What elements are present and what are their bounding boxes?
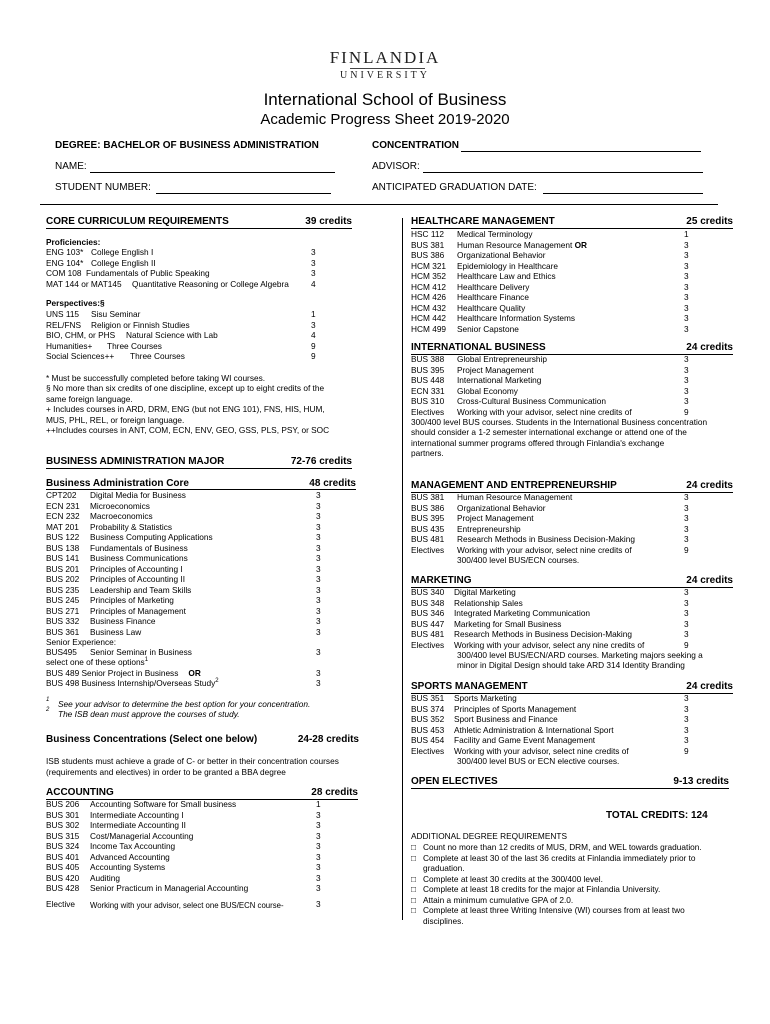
healthcare-course-name: Human Resource Management OR	[457, 239, 588, 250]
perspective-credit: 9	[311, 351, 316, 361]
accounting-course-code: BUS 206	[46, 799, 80, 809]
proficiency-name: College English I	[91, 247, 154, 257]
sports-course-code: BUS 352	[411, 714, 445, 724]
concentration-field[interactable]	[461, 140, 701, 152]
marketing-course-code: BUS 348	[411, 597, 445, 608]
management-course-code: BUS 381	[411, 492, 445, 502]
requirement-text: disciplines.	[423, 915, 464, 926]
management-course-credit: 3	[684, 513, 689, 523]
major-course-name: Business Law	[90, 626, 142, 637]
perspective-code: BIO, CHM, or PHS	[46, 330, 116, 340]
advisor-field[interactable]	[423, 161, 703, 173]
accounting-course-name: Income Tax Accounting	[90, 841, 176, 851]
accounting-course-code: BUS 302	[46, 820, 80, 830]
healthcare-course-name: Healthcare Finance	[457, 292, 529, 302]
international-note: international summer programs offered through Finlandia's exchange	[411, 437, 665, 448]
core-curriculum-rule	[46, 228, 352, 229]
requirement-text: Complete at least 30 credits at the 300/400 level.	[423, 873, 603, 884]
sports-course-code: BUS 453	[411, 724, 445, 735]
marketing-course-code: BUS 346	[411, 608, 445, 618]
requirement-text: Complete at least 30 of the last 36 credits at Finlandia immediately prior to	[423, 852, 696, 863]
healthcare-course-name: Healthcare Quality	[457, 302, 526, 313]
marketing-note: minor in Digital Design should take ARD 314 Identity Branding	[457, 660, 685, 671]
major-course-code: BUS 361	[46, 626, 80, 637]
international-course-code: BUS 448	[411, 375, 445, 385]
major-course-name: Business Communications	[90, 553, 188, 563]
major-course-code: BUS 201	[46, 563, 80, 574]
management-title: MANAGEMENT AND ENTREPRENEURSHIP	[411, 480, 617, 491]
international-course-credit: 9	[684, 406, 689, 417]
major-course-name: Probability & Statistics	[90, 521, 173, 532]
marketing-course-credit: 3	[684, 587, 689, 597]
marketing-title: MARKETING	[411, 575, 472, 586]
management-course-code: BUS 435	[411, 523, 445, 534]
major-course-credit: 3	[316, 584, 321, 595]
major-course-code: ECN 232	[46, 511, 80, 521]
proficiency-credit: 3	[311, 247, 316, 257]
sports-course-name: Sports Marketing	[454, 693, 517, 703]
international-course-credit: 3	[684, 364, 689, 375]
international-course-code: BUS 388	[411, 354, 445, 364]
bus495-name: Senior Seminar in Business	[90, 647, 192, 657]
proficiency-name: Fundamentals of Public Speaking	[86, 268, 210, 278]
management-course-name: Human Resource Management	[457, 492, 573, 502]
accounting-course-name: Advanced Accounting	[90, 851, 170, 862]
core-note: * Must be successfully completed before taking WI courses.	[46, 373, 266, 383]
proficiencies-label: Proficiencies:	[46, 237, 101, 247]
major-course-credit: 3	[316, 500, 321, 511]
requirement-text: Complete at least three Writing Intensive (WI) courses from at least two	[423, 905, 685, 915]
major-course-code: BUS 332	[46, 616, 80, 626]
marketing-course-name: Marketing for Small Business	[454, 618, 562, 629]
accounting-course-name: Cost/Managerial Accounting	[90, 830, 194, 841]
healthcare-course-code: HSC 112	[411, 229, 445, 239]
accounting-course-credit: 3	[316, 809, 321, 820]
proficiency-code: COM 108	[46, 268, 82, 278]
marketing-course-credit: 3	[684, 597, 689, 608]
sports-course-credit: 3	[684, 693, 689, 703]
perspective-name: Natural Science with Lab	[126, 330, 218, 340]
healthcare-course-name: Organizational Behavior	[457, 250, 546, 260]
marketing-course-name: Integrated Marketing Communication	[454, 608, 591, 618]
logo-subtext: UNIVERSITY	[340, 70, 430, 81]
open-electives-rule	[411, 788, 729, 789]
degree-label: DEGREE: BACHELOR OF BUSINESS ADMINISTRATION	[55, 140, 319, 151]
proficiency-code: ENG 103*	[46, 247, 84, 257]
business-major-title: BUSINESS ADMINISTRATION MAJOR	[46, 456, 225, 467]
accounting-elective-credit: 3	[316, 899, 321, 909]
marketing-credits: 24 credits	[686, 575, 733, 586]
perspective-code: REL/FNS	[46, 319, 82, 330]
core-note: ++Includes courses in ANT, COM, ECN, ENV, GEO, GSS, PLS, PSY, or SOC	[46, 425, 330, 435]
footnote-mark: 2	[215, 678, 219, 685]
sports-course-credit: 3	[684, 724, 689, 735]
international-course-name: Project Management	[457, 364, 534, 375]
accounting-course-credit: 3	[316, 862, 321, 872]
sports-credits: 24 credits	[686, 681, 733, 692]
accounting-course-name: Intermediate Accounting I	[90, 809, 184, 820]
healthcare-title: HEALTHCARE MANAGEMENT	[411, 216, 555, 227]
healthcare-course-credit: 3	[684, 292, 689, 302]
major-course-name: Digital Media for Business	[90, 490, 186, 500]
perspective-name: Three Courses	[107, 340, 162, 351]
healthcare-course-name: Medical Terminology	[457, 229, 533, 239]
international-course-code: Electives	[411, 406, 445, 417]
management-note: 300/400 level BUS/ECN courses.	[457, 555, 580, 565]
advisor-label: ADVISOR:	[372, 161, 420, 172]
requirement-text: Attain a minimum cumulative GPA of 2.0.	[423, 894, 574, 905]
sports-course-credit: 3	[684, 735, 689, 745]
major-course-credit: 3	[316, 542, 321, 553]
international-course-name: International Marketing	[457, 375, 542, 385]
healthcare-course-credit: 3	[684, 250, 689, 260]
perspective-credit: 4	[311, 330, 316, 340]
healthcare-course-name: Epidemiology in Healthcare	[457, 260, 559, 271]
grad-date-field[interactable]	[543, 182, 703, 194]
ba-core-title: Business Administration Core	[46, 478, 189, 489]
perspective-credit: 9	[311, 340, 316, 351]
accounting-course-credit: 3	[316, 841, 321, 851]
international-course-code: ECN 331	[411, 385, 445, 396]
international-note: 300/400 level BUS courses. Students in the International Business concentration	[411, 417, 708, 427]
major-course-code: BUS 202	[46, 574, 80, 584]
healthcare-course-credit: 3	[684, 239, 689, 250]
marketing-course-name: Research Methods in Business Decision-Making	[454, 629, 633, 639]
marketing-course-name: Working with your advisor, select any nine credits of	[454, 639, 645, 650]
proficiency-credit: 3	[311, 257, 316, 268]
senior-experience-label: Senior Experience:	[46, 637, 117, 647]
sports-note: 300/400 level BUS or ECN elective courses.	[457, 756, 620, 766]
healthcare-course-credit: 3	[684, 323, 689, 334]
page-title: International School of Business	[263, 90, 507, 109]
marketing-note: 300/400 level BUS/ECN/ARD courses. Marketing majors seeking a	[457, 650, 703, 660]
bus495-credit: 3	[316, 647, 321, 657]
management-course-credit: 3	[684, 534, 689, 544]
international-note: should consider a 1-2 semester international exchange or attend one of the	[411, 427, 687, 438]
grad-date-label: ANTICIPATED GRADUATION DATE:	[372, 182, 537, 193]
sports-course-credit: 3	[684, 714, 689, 724]
bus489-option: BUS 489 Senior Project in Business OR	[46, 668, 201, 678]
sports-course-credit: 9	[684, 745, 689, 756]
healthcare-course-credit: 1	[684, 229, 689, 239]
page-subtitle: Academic Progress Sheet 2019-2020	[260, 111, 510, 128]
major-course-credit: 3	[316, 521, 321, 532]
major-course-credit: 3	[316, 511, 321, 521]
perspective-code: UNS 115	[46, 309, 80, 319]
core-curriculum-title: CORE CURRICULUM REQUIREMENTS	[46, 216, 229, 227]
requirement-text: Complete at least 18 credits for the major at Finlandia University.	[423, 884, 661, 894]
proficiency-name: Quantitative Reasoning or College Algebra	[132, 278, 289, 289]
concentrations-note: ISB students must achieve a grade of C- or better in their concentration courses	[46, 756, 339, 766]
management-course-name: Project Management	[457, 513, 534, 523]
core-note: MUS, PHL, REL, or foreign language.	[46, 414, 185, 425]
additional-requirements-title: ADDITIONAL DEGREE REQUIREMENTS	[411, 831, 567, 841]
major-course-name: Business Finance	[90, 616, 156, 626]
perspective-credit: 3	[311, 319, 316, 330]
major-course-credit: 3	[316, 605, 321, 616]
major-course-code: BUS 138	[46, 542, 80, 553]
requirement-text: Count no more than 12 credits of MUS, DRM, and WEL towards graduation.	[423, 842, 702, 852]
healthcare-course-code: BUS 386	[411, 250, 445, 260]
major-course-name: Macroeconomics	[90, 511, 153, 521]
marketing-course-name: Digital Marketing	[454, 587, 516, 597]
bus498-credit: 3	[316, 678, 321, 688]
healthcare-course-name: Healthcare Delivery	[457, 281, 530, 292]
accounting-course-code: BUS 401	[46, 851, 80, 862]
healthcare-credits: 25 credits	[686, 216, 733, 227]
logo-divider	[350, 68, 425, 69]
management-course-code: Electives	[411, 544, 445, 555]
proficiency-credit: 3	[311, 268, 316, 278]
major-course-code: BUS 271	[46, 605, 80, 616]
proficiency-code: MAT 144 or MAT145	[46, 278, 122, 289]
accounting-course-credit: 3	[316, 872, 321, 883]
accounting-course-name: Senior Practicum in Managerial Accounting	[90, 883, 249, 893]
marketing-course-code: Electives	[411, 639, 445, 650]
perspective-name: Sisu Seminar	[91, 309, 141, 319]
open-electives-title: OPEN ELECTIVES	[411, 776, 498, 787]
logo-wordmark: FINLANDIA	[329, 48, 441, 67]
concentrations-title: Business Concentrations (Select one below)	[46, 734, 258, 745]
healthcare-course-code: HCM 499	[411, 323, 447, 334]
business-major-credits: 72-76 credits	[290, 456, 352, 467]
major-course-name: Microeconomics	[90, 500, 150, 511]
ba-core-credits: 48 credits	[309, 478, 356, 489]
total-credits: TOTAL CREDITS: 124	[606, 810, 708, 821]
major-course-name: Leadership and Team Skills	[90, 584, 192, 595]
or-label: OR	[188, 668, 201, 678]
sports-course-name: Principles of Sports Management	[454, 703, 577, 714]
perspective-code: Humanities+	[46, 340, 93, 351]
major-course-credit: 3	[316, 490, 321, 500]
international-note: partners.	[411, 448, 444, 459]
footnote2-mark: 2	[46, 707, 50, 713]
major-course-name: Principles of Accounting I	[90, 563, 183, 574]
column-divider	[402, 218, 403, 920]
student-number-field[interactable]	[156, 182, 331, 194]
international-course-credit: 3	[684, 375, 689, 385]
requirement-checkbox[interactable]: □	[411, 884, 417, 894]
name-field[interactable]	[90, 161, 335, 173]
accounting-elective-name: Working with your advisor, select one BUS/ECN course-	[90, 901, 284, 910]
major-course-name: Fundamentals of Business	[90, 542, 188, 553]
marketing-course-name: Relationship Sales	[454, 597, 523, 608]
management-course-credit: 3	[684, 502, 689, 513]
marketing-course-code: BUS 340	[411, 587, 445, 597]
healthcare-course-code: HCM 442	[411, 313, 447, 323]
accounting-course-credit: 3	[316, 820, 321, 830]
international-course-name: Cross-Cultural Business Communication	[457, 396, 606, 406]
perspective-credit: 1	[311, 309, 316, 319]
proficiency-name: College English II	[91, 257, 156, 268]
marketing-course-code: BUS 447	[411, 618, 445, 629]
business-major-rule	[46, 468, 352, 469]
major-course-credit: 3	[316, 574, 321, 584]
sports-course-name: Facility and Game Event Management	[454, 735, 596, 745]
healthcare-course-code: HCM 412	[411, 281, 447, 292]
healthcare-course-credit: 3	[684, 313, 689, 323]
sports-course-credit: 3	[684, 703, 689, 714]
major-course-credit: 3	[316, 563, 321, 574]
management-course-credit: 9	[684, 544, 689, 555]
major-course-credit: 3	[316, 553, 321, 563]
requirement-checkbox[interactable]: □	[411, 873, 417, 884]
sports-course-name: Working with your advisor, select nine credits of	[454, 745, 629, 756]
name-label: NAME:	[55, 161, 87, 172]
footnote2-text: The ISB dean must approve the courses of study.	[58, 709, 240, 719]
management-course-name: Working with your advisor, select nine credits of	[457, 544, 632, 555]
major-course-code: ECN 231	[46, 500, 80, 511]
management-credits: 24 credits	[686, 480, 733, 491]
international-course-code: BUS 310	[411, 396, 445, 406]
major-course-code: CPT202	[46, 490, 77, 500]
accounting-course-credit: 3	[316, 883, 321, 893]
healthcare-course-credit: 3	[684, 302, 689, 313]
major-course-credit: 3	[316, 616, 321, 626]
major-course-code: BUS 245	[46, 595, 80, 605]
major-course-credit: 3	[316, 595, 321, 605]
requirement-checkbox[interactable]: □	[411, 852, 417, 863]
sports-course-code: BUS 351	[411, 693, 445, 703]
accounting-course-name: Accounting Systems	[90, 862, 166, 872]
accounting-course-code: BUS 420	[46, 872, 80, 883]
accounting-elective-code: Elective	[46, 899, 76, 909]
accounting-course-code: BUS 315	[46, 830, 80, 841]
footnote1-text: See your advisor to determine the best option for your concentration.	[58, 699, 311, 709]
healthcare-course-code: HCM 321	[411, 260, 447, 271]
accounting-credits: 28 credits	[311, 787, 358, 798]
sports-course-code: BUS 374	[411, 703, 445, 714]
proficiency-code: ENG 104*	[46, 257, 84, 268]
major-course-code: BUS 141	[46, 553, 80, 563]
major-course-credit: 3	[316, 626, 321, 637]
major-course-name: Principles of Marketing	[90, 595, 174, 605]
international-course-name: Global Entrepreneurship	[457, 354, 547, 364]
perspective-name: Three Courses	[130, 351, 185, 361]
major-course-code: MAT 201	[46, 521, 79, 532]
accounting-course-name: Auditing	[90, 872, 120, 883]
perspective-code: Social Sciences++	[46, 351, 115, 361]
accounting-course-credit: 3	[316, 830, 321, 841]
international-course-credit: 3	[684, 385, 689, 396]
footnote1-mark: 1	[46, 697, 50, 703]
major-course-credit: 3	[316, 532, 321, 542]
major-course-name: Business Computing Applications	[90, 532, 213, 542]
select-one-label: select one of these options$^1$	[46, 657, 149, 667]
accounting-course-credit: 1	[316, 799, 321, 809]
bus495-code: BUS495	[46, 647, 77, 657]
healthcare-course-credit: 3	[684, 260, 689, 271]
healthcare-course-name: Healthcare Information Systems	[457, 313, 576, 323]
perspective-name: Religion or Finnish Studies	[91, 319, 190, 330]
marketing-course-code: BUS 481	[411, 629, 445, 639]
healthcare-course-credit: 3	[684, 281, 689, 292]
international-course-credit: 3	[684, 354, 689, 364]
sports-title: SPORTS MANAGEMENT	[411, 681, 528, 692]
healthcare-course-code: BUS 381	[411, 239, 445, 250]
healthcare-course-code: HCM 426	[411, 292, 447, 302]
accounting-course-code: BUS 405	[46, 862, 80, 872]
healthcare-course-name: Senior Capstone	[457, 323, 519, 334]
management-course-code: BUS 386	[411, 502, 445, 513]
management-course-code: BUS 395	[411, 513, 445, 523]
sports-course-name: Athletic Administration & International Sport	[454, 724, 614, 735]
requirement-checkbox[interactable]: □	[411, 894, 417, 905]
management-course-name: Entrepreneurship	[457, 523, 521, 534]
marketing-course-credit: 3	[684, 618, 689, 629]
international-course-credit: 3	[684, 396, 689, 406]
international-course-code: BUS 395	[411, 364, 445, 375]
sports-course-code: BUS 454	[411, 735, 445, 745]
core-note: + Includes courses in ARD, DRM, ENG (but not ENG 101), FNS, HIS, HUM,	[46, 404, 325, 415]
core-curriculum-credits: 39 credits	[305, 216, 352, 227]
international-credits: 24 credits	[686, 342, 733, 353]
international-course-name: Global Economy	[457, 385, 518, 396]
marketing-course-credit: 9	[684, 639, 689, 650]
concentration-label: CONCENTRATION	[372, 140, 460, 151]
accounting-course-credit: 3	[316, 851, 321, 862]
major-course-name: Principles of Accounting II	[90, 574, 186, 584]
accounting-course-code: BUS 428	[46, 883, 80, 893]
management-course-credit: 3	[684, 523, 689, 534]
marketing-course-credit: 3	[684, 629, 689, 639]
open-electives-credits: 9-13 credits	[673, 776, 729, 787]
accounting-course-name: Intermediate Accounting II	[90, 820, 186, 830]
healthcare-course-name: Healthcare Law and Ethics	[457, 271, 556, 281]
management-course-name: Research Methods in Business Decision-Making	[457, 534, 636, 544]
healthcare-course-code: HCM 432	[411, 302, 447, 313]
bus498-option: BUS 498 Business Internship/Overseas Study$^2$	[46, 678, 219, 688]
student-number-label: STUDENT NUMBER:	[55, 182, 151, 193]
perspectives-label: Perspectives:§	[46, 298, 105, 308]
accounting-title: ACCOUNTING	[46, 787, 114, 798]
marketing-course-credit: 3	[684, 608, 689, 618]
major-course-code: BUS 122	[46, 532, 80, 542]
sports-course-code: Electives	[411, 745, 445, 756]
footnote-mark: 1	[144, 657, 149, 664]
core-note: same foreign language.	[46, 393, 133, 404]
healthcare-course-code: HCM 352	[411, 271, 447, 281]
concentrations-credits: 24-28 credits	[297, 734, 359, 745]
management-course-code: BUS 481	[411, 534, 445, 544]
requirement-checkbox[interactable]: □	[411, 842, 417, 852]
international-course-name: Working with your advisor, select nine credits of	[457, 406, 632, 417]
accounting-course-code: BUS 324	[46, 841, 80, 851]
healthcare-course-credit: 3	[684, 271, 689, 281]
core-note: § No more than six credits of one discipline, except up to eight credits of the	[46, 383, 325, 394]
header-divider	[40, 204, 718, 205]
management-course-credit: 3	[684, 492, 689, 502]
proficiency-credit: 4	[311, 278, 316, 289]
healthcare-course-or: OR	[572, 239, 588, 250]
major-course-name: Principles of Management	[90, 605, 186, 616]
major-course-code: BUS 235	[46, 584, 80, 595]
requirement-text: graduation.	[423, 863, 465, 873]
sports-course-name: Sport Business and Finance	[454, 714, 558, 724]
bus489-credit: 3	[316, 668, 321, 678]
requirement-checkbox[interactable]: □	[411, 905, 417, 915]
concentrations-note: (requirements and electives) in order to be granted a BBA degree	[46, 767, 286, 777]
management-course-name: Organizational Behavior	[457, 502, 546, 513]
accounting-course-name: Accounting Software for Small business	[90, 799, 237, 809]
accounting-course-code: BUS 301	[46, 809, 80, 820]
international-title: INTERNATIONAL BUSINESS	[411, 342, 546, 353]
